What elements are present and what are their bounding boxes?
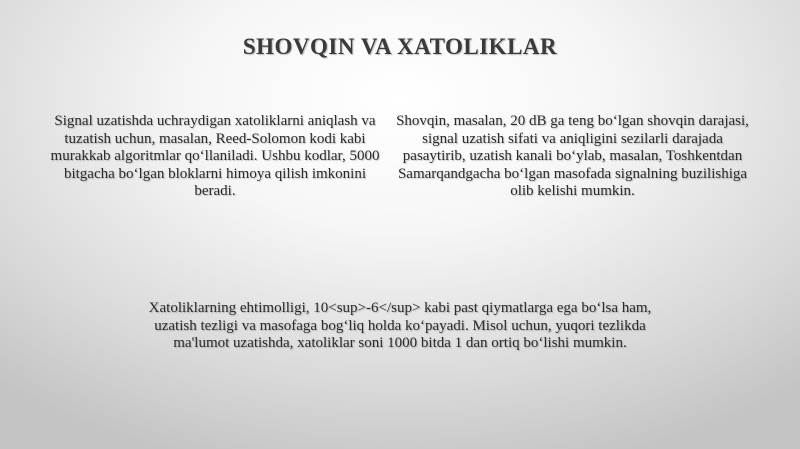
right-text-block: Shovqin, masalan, 20 dB ga teng bo‘lgan shovqin darajasi, signal uzatish sifati va aniqligini sezilarli darajada pasaytirib, uzatish kanali bo‘ylab, masalan, Toshkentdan Samarqandgacha bo‘lgan masofada signalning buzilishiga olib kelishi mumkin. — [396, 113, 749, 199]
bottom-text-block: Xatoliklarning ehtimolligi, 10<sup>-6</sup> kabi past qiymatlarga ega bo‘lsa ham, uzatish tezligi va masofaga bog‘liq holda ko‘payadi. Misol uchun, yuqori tezlikda ma'lumot uzatishda, xatoliklar soni 1000 bitda 1 dan ortiq bo‘lishi mumkin. — [148, 300, 652, 351]
slide-title: SHOVQIN VA XATOLIKLAR — [242, 34, 558, 59]
left-text-block: Signal uzatishda uchraydigan xatoliklarni aniqlash va tuzatish uchun, masalan, Reed-Solomon kodi kabi murakkab algoritmlar qo‘llaniladi. Ushbu kodlar, 5000 bitgacha bo‘lgan bloklarni himoya qilish imkonini beradi. — [50, 113, 380, 199]
